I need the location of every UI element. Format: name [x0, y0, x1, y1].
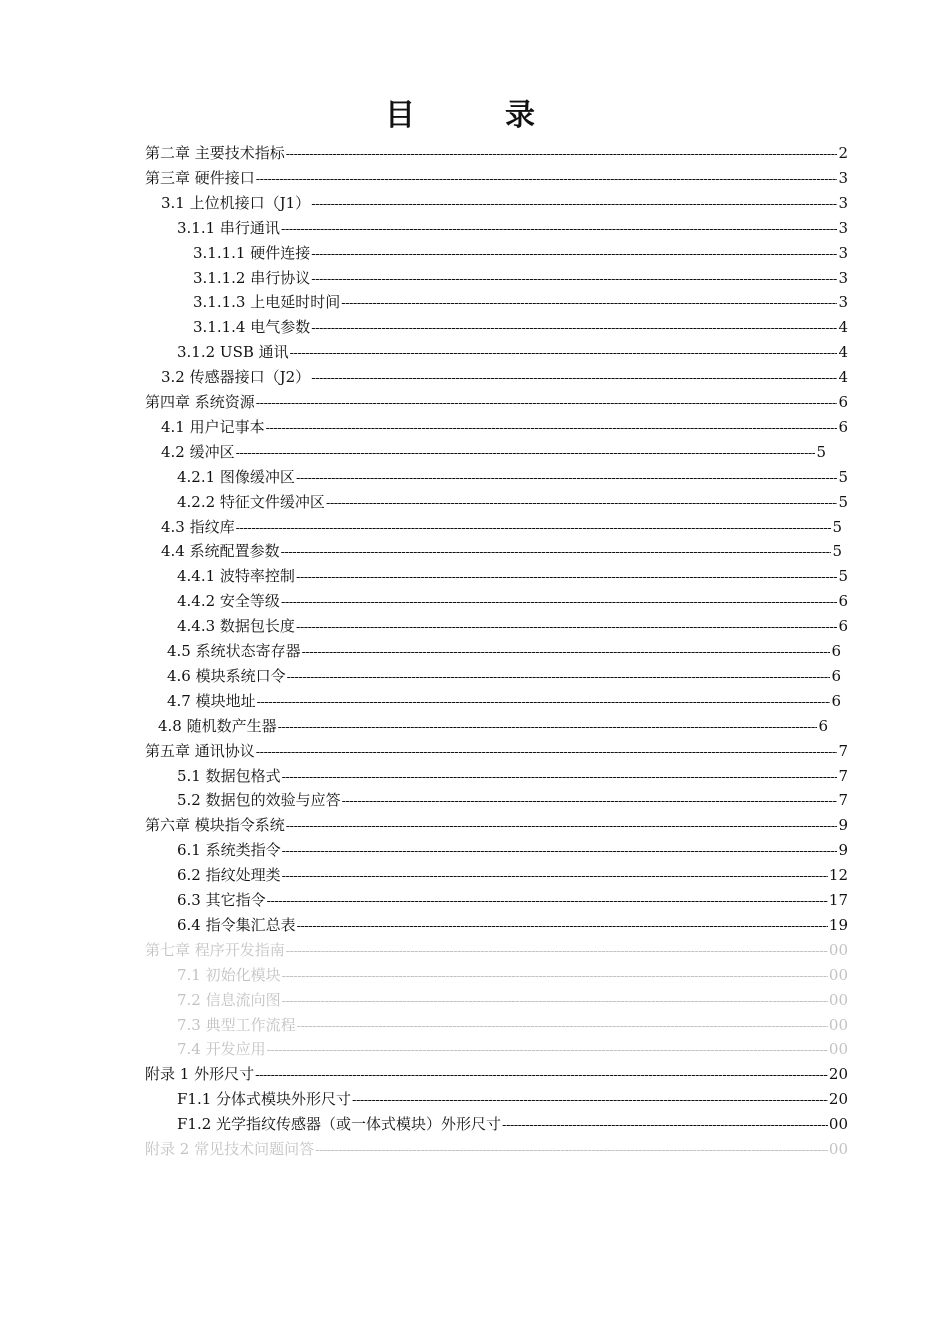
toc-entry-page: 19 [828, 915, 848, 934]
toc-dot-leader [287, 666, 831, 690]
toc-entry-label: 4.4.1 波特率控制 [177, 567, 295, 586]
toc-entry[interactable] [193, 290, 848, 314]
toc-entry-page: 5 [838, 467, 848, 486]
toc-entry[interactable] [161, 191, 848, 215]
toc-entry-label: 附录 1 外形尺寸 [145, 1065, 255, 1084]
toc-entry[interactable] [145, 739, 848, 763]
toc-dot-leader [257, 691, 831, 715]
toc-entry-label: 6.4 指令集汇总表 [177, 915, 296, 934]
toc-dot-leader [256, 168, 838, 192]
toc-entry-page: 6 [838, 417, 848, 436]
toc-entry-page: 00 [828, 1140, 848, 1158]
toc-entry[interactable] [161, 539, 842, 563]
toc-dot-leader [290, 342, 838, 366]
toc-entry-page: 00 [828, 940, 848, 959]
toc-entry-page: 20 [828, 1065, 848, 1084]
toc-entry[interactable] [177, 465, 848, 489]
toc-entry[interactable] [177, 913, 848, 937]
toc-dot-leader [352, 1089, 828, 1113]
toc-entry-label: 3.1.1.1 硬件连接 [193, 243, 311, 262]
toc-entry[interactable] [177, 564, 848, 588]
toc-entry[interactable] [145, 166, 848, 190]
toc-entry-label: 4.2.2 特征文件缓冲区 [177, 492, 325, 511]
toc-dot-leader [296, 467, 838, 491]
toc-entry-page: 9 [838, 841, 848, 860]
toc-entry-label: 4.4.2 安全等级 [177, 592, 280, 611]
toc-entry-label: 第七章 程序开发指南 [145, 940, 285, 959]
toc-entry-label: 第四章 系统资源 [145, 393, 255, 411]
toc-entry-page: 6 [838, 393, 848, 411]
toc-dot-leader [311, 367, 837, 391]
toc-dot-leader [255, 1064, 828, 1088]
toc-entry[interactable] [177, 589, 848, 613]
toc-dot-leader [296, 616, 838, 640]
toc-dot-leader [281, 591, 838, 615]
toc-entry-label: 3.2 传感器接口（J2） [161, 368, 311, 387]
toc-entry-label: 4.5 系统状态寄存器 [167, 642, 301, 660]
toc-entry-label: 3.1.1.4 电气参数 [193, 318, 311, 337]
toc-entry[interactable] [193, 241, 848, 265]
toc-entry[interactable] [145, 141, 848, 165]
toc-entry-label: 4.1 用户记事本 [161, 417, 265, 436]
toc-entry[interactable] [177, 1087, 848, 1111]
toc-entry-page: 5 [838, 492, 848, 511]
toc-entry-page: 5 [832, 542, 842, 561]
toc-entry-page: 3 [838, 218, 848, 237]
toc-dot-leader [302, 641, 831, 665]
toc-entry-page: 3 [838, 268, 848, 287]
toc-title: 目 录 [385, 98, 565, 133]
toc-dot-leader [282, 766, 838, 790]
toc-entry-page: 6 [831, 691, 841, 710]
toc-entry[interactable] [145, 1137, 848, 1161]
toc-entry-label: 5.1 数据包格式 [177, 766, 281, 785]
toc-entry[interactable] [177, 1037, 848, 1061]
toc-entry-label: 7.3 典型工作流程 [177, 1015, 296, 1034]
toc-entry-page: 00 [828, 1040, 848, 1059]
toc-entry-label: 7.1 初始化模块 [177, 965, 281, 984]
toc-entry-label: 7.2 信息流向图 [177, 990, 281, 1009]
toc-dot-leader [297, 915, 828, 939]
toc-entry[interactable] [167, 664, 841, 688]
toc-entry-page: 5 [816, 442, 826, 461]
toc-entry-page: 6 [838, 617, 848, 636]
toc-entry[interactable] [177, 863, 848, 887]
toc-entry-label: F1.2 光学指纹传感器（或一体式模块）外形尺寸 [177, 1115, 502, 1134]
toc-entry[interactable] [167, 689, 841, 713]
toc-dot-leader [256, 392, 838, 416]
toc-dot-leader [286, 815, 838, 839]
toc-entry-label: 3.1.1 串行通讯 [177, 218, 280, 237]
toc-dot-leader [502, 1114, 828, 1138]
toc-dot-leader [281, 541, 832, 565]
toc-dot-leader [282, 840, 838, 864]
toc-entry-label: 4.3 指纹库 [161, 517, 235, 536]
toc-entry[interactable] [193, 266, 848, 290]
toc-dot-leader [326, 492, 838, 516]
toc-entry[interactable] [145, 938, 848, 962]
toc-entry-label: 6.3 其它指令 [177, 891, 266, 909]
toc-entry-page: 3 [838, 243, 848, 262]
toc-entry-page: 5 [838, 567, 848, 586]
toc-entry-page: 7 [838, 741, 848, 760]
toc-entry[interactable] [145, 813, 848, 837]
toc-dot-leader [286, 143, 838, 167]
toc-dot-leader [296, 566, 838, 590]
toc-entry-page: 12 [828, 866, 848, 885]
toc-entry[interactable] [177, 614, 848, 638]
toc-entry-page: 4 [838, 368, 848, 387]
toc-entry-page: 00 [828, 965, 848, 984]
toc-dot-leader [267, 1039, 828, 1063]
toc-entry-page: 5 [832, 517, 842, 536]
toc-dot-leader [267, 890, 828, 914]
toc-entry-label: 3.1 上位机接口（J1） [161, 193, 311, 212]
toc-entry-label: 4.7 模块地址 [167, 691, 256, 710]
toc-entry[interactable] [161, 440, 826, 464]
toc-entry[interactable] [161, 515, 842, 539]
toc-entry-label: 第二章 主要技术指标 [145, 144, 285, 162]
toc-entry-page: 7 [838, 791, 848, 810]
toc-entry-label: 6.1 系统类指令 [177, 841, 281, 860]
toc-entry-label: 5.2 数据包的效验与应答 [177, 791, 341, 810]
toc-entry-page: 6 [838, 592, 848, 611]
toc-entry-label: 4.4.3 数据包长度 [177, 617, 295, 636]
toc-entry-label: 第六章 模块指令系统 [145, 816, 285, 835]
toc-dot-leader [281, 218, 838, 242]
toc-entry-page: 2 [838, 144, 848, 162]
toc-entry-page: 17 [828, 891, 848, 909]
toc-dot-leader [236, 442, 816, 466]
toc-dot-leader [236, 517, 832, 541]
toc-entry[interactable] [161, 415, 848, 439]
toc-dot-leader [297, 1015, 828, 1039]
toc-entry-label: 3.1.2 USB 通讯 [177, 343, 289, 362]
toc-entry-label: 第五章 通讯协议 [145, 741, 255, 760]
toc-entry-label: 4.4 系统配置参数 [161, 542, 280, 561]
toc-entry[interactable] [193, 315, 848, 339]
toc-entry[interactable] [177, 764, 848, 788]
toc-entry-label: 3.1.1.2 串行协议 [193, 268, 311, 287]
toc-entry-page: 3 [838, 293, 848, 312]
toc-entry-page: 9 [838, 816, 848, 835]
toc-entry-page: 6 [831, 642, 841, 660]
toc-dot-leader [282, 965, 828, 989]
toc-entry-page: 3 [838, 193, 848, 212]
toc-dot-leader [311, 243, 837, 267]
toc-entry-label: 3.1.1.3 上电延时时间 [193, 293, 341, 312]
toc-entry-page: 00 [828, 1115, 848, 1134]
toc-entry-page: 6 [831, 666, 841, 685]
toc-entry[interactable] [177, 340, 848, 364]
toc-entry[interactable] [158, 714, 828, 738]
toc-entry[interactable] [177, 988, 848, 1012]
toc-entry[interactable] [177, 1013, 848, 1037]
toc-entry[interactable] [177, 788, 848, 812]
toc-entry-label: 4.6 模块系统口令 [167, 666, 286, 685]
toc-dot-leader [311, 317, 837, 341]
toc-entry-label: 4.8 随机数产生器 [158, 716, 277, 735]
toc-entry-page: 3 [838, 168, 848, 187]
toc-entry-page: 4 [838, 343, 848, 362]
toc-entry[interactable] [177, 963, 848, 987]
toc-entry-page: 7 [838, 766, 848, 785]
toc-dot-leader [315, 1139, 828, 1163]
toc-entry-label: 4.2.1 图像缓冲区 [177, 467, 295, 486]
toc-dot-leader [342, 790, 838, 814]
toc-entry-page: 20 [828, 1090, 848, 1109]
toc-entry[interactable] [177, 490, 848, 514]
toc-entry-page: 6 [818, 716, 828, 735]
toc-entry-label: 6.2 指纹处理类 [177, 866, 281, 885]
toc-dot-leader [311, 193, 837, 217]
toc-entry[interactable] [145, 390, 848, 414]
toc-entry[interactable] [177, 216, 848, 240]
toc-entry[interactable] [145, 1062, 848, 1086]
toc-dot-leader [282, 865, 828, 889]
toc-dot-leader [266, 417, 838, 441]
toc-entry-label: 附录 2 常见技术问题问答 [145, 1140, 315, 1158]
toc-entry-page: 00 [828, 1015, 848, 1034]
toc-entry-label: 4.2 缓冲区 [161, 442, 235, 461]
toc-entry[interactable] [177, 1112, 848, 1136]
toc-entry-page: 4 [838, 318, 848, 337]
toc-entry[interactable] [167, 639, 841, 663]
toc-entry[interactable] [161, 365, 848, 389]
toc-entry-label: 7.4 开发应用 [177, 1040, 266, 1059]
toc-entry[interactable] [177, 838, 848, 862]
toc-dot-leader [278, 716, 818, 740]
toc-dot-leader [282, 990, 828, 1014]
toc-entry-page: 00 [828, 990, 848, 1009]
toc-entry[interactable] [177, 888, 848, 912]
toc-entry-label: F1.1 分体式模块外形尺寸 [177, 1090, 352, 1109]
toc-dot-leader [256, 741, 838, 765]
toc-dot-leader [341, 292, 837, 316]
toc-entry-label: 第三章 硬件接口 [145, 168, 255, 187]
toc-dot-leader [286, 940, 828, 964]
toc-dot-leader [311, 268, 837, 292]
